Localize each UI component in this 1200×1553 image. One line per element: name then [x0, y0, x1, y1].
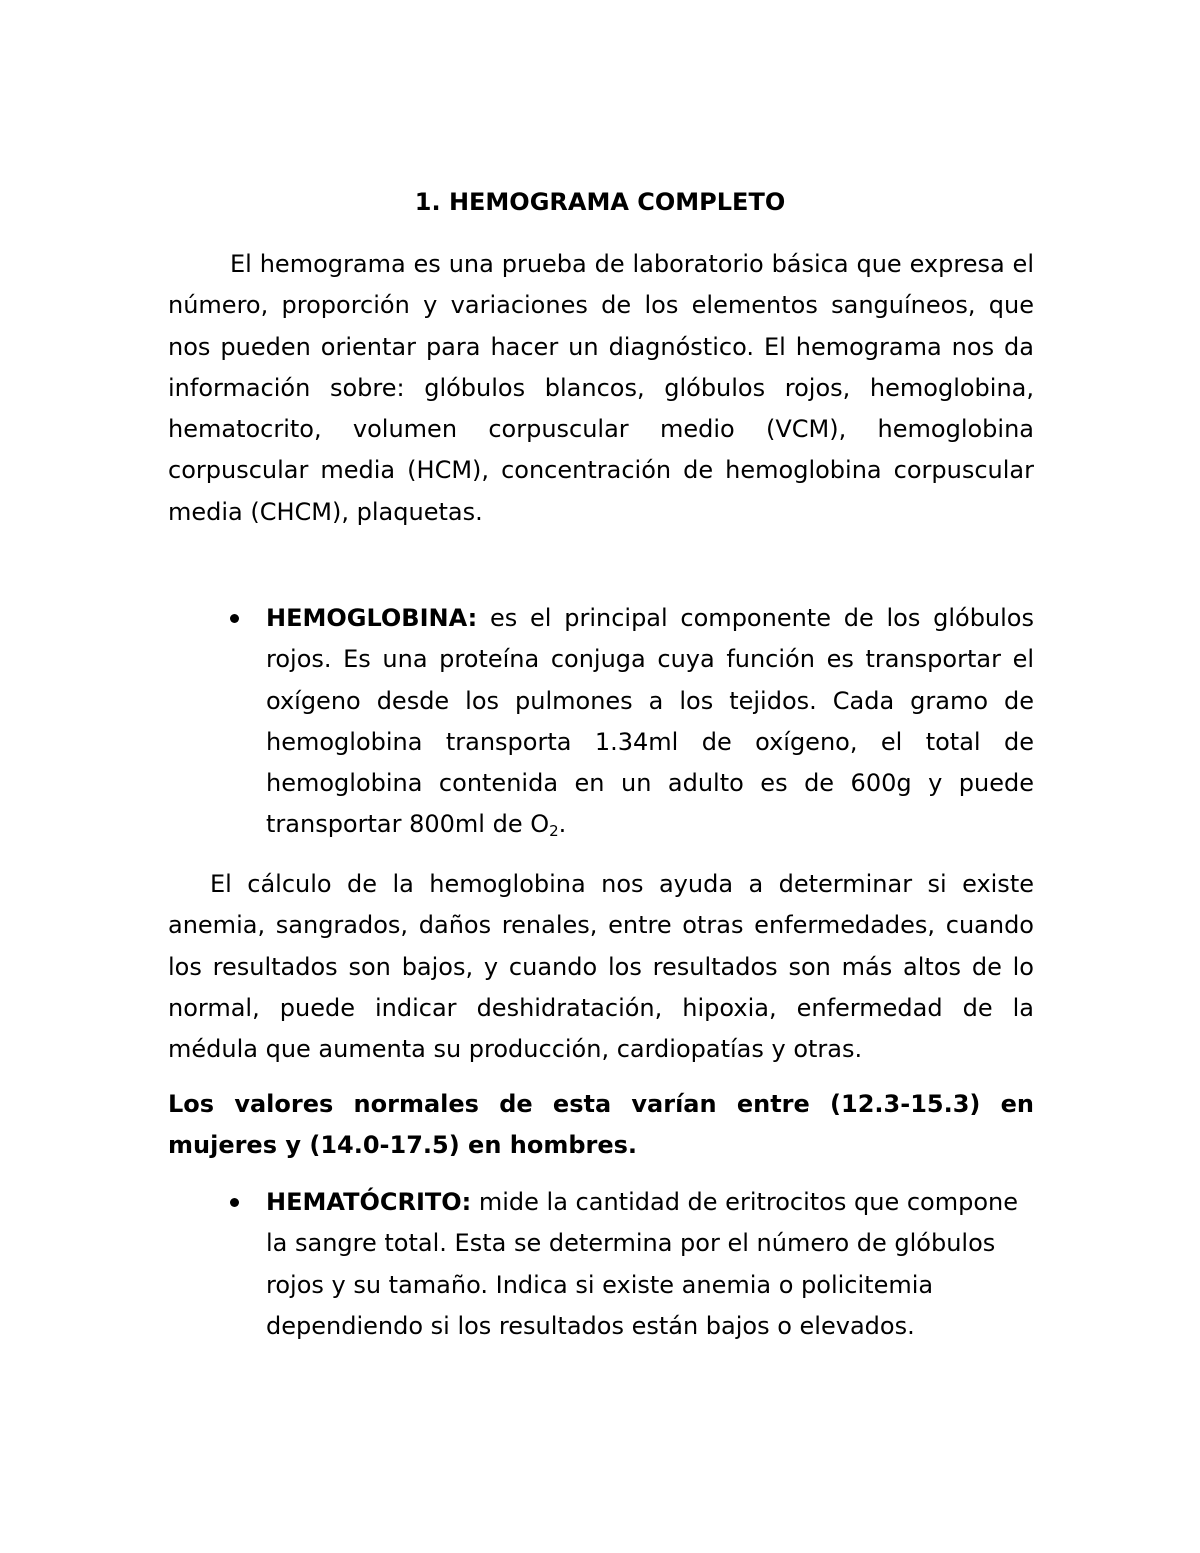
hematocrito-item — [266, 1182, 1034, 1347]
valores-paragraph: Los valores normales de esta varían entre (12.3-15.3) en mujeres y (14.0-17.5) en hombres. — [168, 1090, 1034, 1160]
calculo-paragraph: El cálculo de la hemoglobina nos ayuda a determinar si existe anemia, sangrados, daños renales, entre otras enfermedades, cuando los resultados son bajos, y cuando los resultados son más altos de lo normal, puede indicar deshidratación, hipoxia, enfermedad de la médula que aumenta su producción, cardiopatías y otras. — [168, 870, 1034, 1064]
hematocrito-label: HEMATÓCRITO: — [266, 1188, 472, 1216]
hemoglobina-end: . — [558, 810, 567, 839]
hematocrito-text: mide la cantidad de eritrocitos que compone la sangre total. Esta se determina por el número de glóbulos rojos y su tamaño. Indica si existe anemia o policitemia dependiendo si los resultados están bajos o elevados. — [266, 1188, 1018, 1340]
bullet-icon — [228, 612, 242, 626]
oxygen-subscript: 2 — [549, 822, 559, 841]
hemoglobina-text: es el principal componente de los glóbulos rojos. Es una proteína conjuga cuya función es transportar el oxígeno desde los pulmones a los tejidos. Cada gramo de hemoglobina transporta 1.34ml de oxígeno, el total de hemoglobina contenida en un adulto es de 600g y puede transportar 800ml de O — [266, 604, 1034, 839]
hemoglobina-label: HEMOGLOBINA: — [266, 604, 478, 632]
page-title: 1. HEMOGRAMA COMPLETO — [414, 188, 786, 216]
bullet-icon — [228, 1196, 242, 1210]
intro-paragraph: El hemograma es una prueba de laboratorio básica que expresa el número, proporción y variaciones de los elementos sanguíneos, que nos pueden orientar para hacer un diagnóstico. El hemograma nos da información sobre: glóbulos blancos, glóbulos rojos, hemoglobina, hematocrito, volumen corpuscular medio (VCM), hemoglobina corpuscular media (HCM), concentración de hemoglobina corpuscular media (CHCM), plaquetas. — [168, 250, 1034, 526]
hemoglobina-item — [266, 598, 1034, 853]
